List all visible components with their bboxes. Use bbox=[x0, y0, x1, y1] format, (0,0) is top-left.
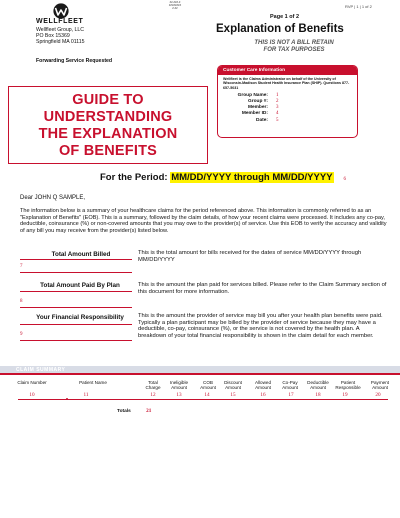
table-cell: 11 bbox=[83, 392, 89, 398]
logo-wordmark: WELLFLEET bbox=[36, 18, 84, 25]
column-header-line: Amount bbox=[282, 385, 298, 390]
column-header bbox=[330, 380, 366, 390]
document-code bbox=[160, 1, 190, 10]
divider bbox=[20, 259, 132, 260]
salutation: Dear JOHN Q SAMPLE, bbox=[20, 195, 86, 201]
totals-label: Totals bbox=[117, 409, 131, 414]
column-header-line: Ineligible bbox=[169, 380, 189, 385]
total-billed-label: Total Amount Billed bbox=[51, 251, 111, 258]
member-info-label: Date: bbox=[256, 117, 268, 123]
callout-number: 2 bbox=[276, 99, 279, 104]
customer-care-box bbox=[217, 65, 358, 138]
guide-title-line: THE EXPLANATION bbox=[38, 126, 178, 142]
callout-number: 7 bbox=[20, 264, 23, 269]
column-header-line: Amount bbox=[200, 385, 216, 390]
member-info-label: Group #: bbox=[248, 99, 268, 104]
table-cell: 15 bbox=[230, 392, 236, 398]
member-info-label: Member: bbox=[248, 105, 268, 111]
callout-number: 1 bbox=[276, 92, 279, 98]
intro-paragraph: The information below is a summary of your healthcare claims for the period referenced above. This information is commonly referred to as an "Explanation of Benefits" (EOB). This is a summary, followed by the claim details, of how your recent claims were processed. It includes any co-pay, deductible, coinsurance (%) or non-covered amounts that you may owe to the provider(s) of service. Use this EOB to verify the accuracy and validity of any bill you may receive from the provider(s) listed below. bbox=[20, 208, 387, 234]
table-cell: 20 bbox=[375, 392, 381, 398]
wellfleet-w-logo-icon bbox=[50, 3, 72, 19]
callout-number: 8 bbox=[20, 299, 23, 304]
guide-title-box bbox=[8, 86, 208, 164]
address-line: PO Box 15369 bbox=[36, 33, 70, 40]
divider bbox=[18, 399, 388, 400]
customer-care-text: Wellfleet is the Claims Administrator on behalf of the University of Wisconsin-Madison Student Health Insurance Plan (SHIP). Questions 877-657-5031 bbox=[223, 77, 350, 90]
column-header-line: Co-Pay bbox=[282, 380, 298, 385]
column-header bbox=[140, 380, 166, 390]
column-header bbox=[365, 380, 395, 390]
member-info-label: Member ID: bbox=[241, 111, 268, 117]
claim-summary-heading: CLAIM SUMMARY bbox=[16, 367, 66, 373]
column-header-line: Amount bbox=[372, 385, 388, 390]
address-line: Wellfleet Group, LLC bbox=[36, 27, 85, 33]
column-header-line: Amount bbox=[255, 385, 271, 390]
total-billed-description: This is the total amount for bills received for the dates of service MM/DD/YYYY through MM/DD/YYYY bbox=[138, 250, 362, 263]
guide-title-line: GUIDE TO bbox=[72, 92, 144, 108]
document-title: Explanation of Benefits bbox=[216, 23, 344, 35]
not-a-bill-notice bbox=[232, 40, 356, 54]
column-header-line: Amount bbox=[225, 385, 241, 390]
callout-number: 21 bbox=[146, 408, 152, 414]
table-cell: 19 bbox=[342, 392, 348, 398]
column-header bbox=[248, 380, 278, 390]
callout-number: 6 bbox=[343, 177, 347, 182]
row-marker bbox=[66, 398, 68, 400]
document-code-line: ZZ-ZZZ-Z bbox=[169, 1, 181, 4]
table-cell: 14 bbox=[204, 392, 210, 398]
divider bbox=[20, 340, 132, 341]
page-reference: RVP | 1 | 1 of 2 bbox=[345, 4, 372, 9]
column-header-line: Claim Number bbox=[17, 380, 47, 385]
divider bbox=[20, 272, 132, 273]
table-cell: 17 bbox=[288, 392, 294, 398]
column-header-line: Amount bbox=[310, 385, 326, 390]
column-header-line: Deductible bbox=[307, 380, 329, 385]
column-header-line: Total bbox=[148, 380, 158, 385]
column-header-line: Amount bbox=[171, 385, 187, 390]
benefit-period bbox=[100, 172, 346, 183]
table-cell: 18 bbox=[315, 392, 321, 398]
column-header bbox=[276, 380, 304, 390]
member-info-row bbox=[223, 117, 352, 123]
forwarding-notice: Forwarding Service Requested bbox=[36, 58, 113, 64]
member-info-rows bbox=[218, 92, 357, 123]
column-header-line: Responsible bbox=[335, 385, 361, 390]
column-header-line: Charge bbox=[145, 385, 161, 390]
divider bbox=[20, 291, 132, 292]
callout-number: 5 bbox=[276, 117, 279, 123]
column-header-line: Patient Name bbox=[79, 380, 107, 385]
table-cell: 16 bbox=[260, 392, 266, 398]
table-cell: 10 bbox=[29, 392, 35, 398]
column-header-line: Payment bbox=[370, 380, 390, 385]
guide-title-line: OF BENEFITS bbox=[58, 143, 158, 159]
not-a-bill-line: THIS IS NOT A BILL RETAIN bbox=[254, 40, 334, 46]
callout-number: 9 bbox=[20, 332, 23, 337]
table-cell: 13 bbox=[176, 392, 182, 398]
column-header-line: Patient bbox=[340, 380, 356, 385]
page-number: Page 1 of 2 bbox=[270, 14, 300, 20]
column-header bbox=[14, 380, 50, 385]
customer-care-heading: Customer Care Information bbox=[218, 66, 357, 75]
total-paid-label: Total Amount Paid By Plan bbox=[40, 282, 120, 289]
total-paid-description: This is the amount the plan paid for services billed. Please refer to the Claim Summary section of this document for more information. bbox=[138, 282, 387, 295]
document-code-line: Z-ZZ bbox=[172, 7, 178, 10]
column-header bbox=[164, 380, 194, 390]
divider bbox=[0, 373, 400, 375]
table-cell: 12 bbox=[150, 392, 156, 398]
column-header-line: COB bbox=[203, 380, 213, 385]
period-range: MM/DD/YYYY through MM/DD/YYYY bbox=[171, 172, 333, 183]
period-prefix: For the Period: bbox=[100, 172, 171, 183]
callout-number: 4 bbox=[276, 111, 279, 117]
callout-number: 3 bbox=[276, 105, 279, 111]
totals-row bbox=[117, 408, 151, 414]
column-header-line: Allowed bbox=[254, 380, 272, 385]
address-line: Springfield MA 01115 bbox=[36, 39, 85, 46]
financial-responsibility-description: This is the amount the provider of service may bill you after your health plan benefits were paid. Typically a plan participant may be billed by the provider of service because they may have a deductible, co-pay, coinsurance (%), or the service is not covered by the health plan. A breakdown of your total financial responsibility is shown in the claim detail for each member. bbox=[138, 313, 383, 340]
column-header bbox=[72, 380, 114, 385]
claim-summary-bar bbox=[0, 366, 400, 373]
column-header bbox=[218, 380, 248, 390]
divider bbox=[20, 324, 132, 325]
sender-address bbox=[36, 27, 85, 46]
divider bbox=[20, 307, 132, 308]
not-a-bill-line: FOR TAX PURPOSES bbox=[263, 47, 325, 53]
document-code-line: ZZZZZZZZ bbox=[168, 4, 182, 7]
column-header-line: Discount bbox=[224, 380, 242, 385]
guide-title-line: UNDERSTANDING bbox=[43, 109, 173, 125]
financial-responsibility-label: Your Financial Responsibility bbox=[36, 314, 124, 321]
member-info-label: Group Name: bbox=[237, 92, 268, 98]
